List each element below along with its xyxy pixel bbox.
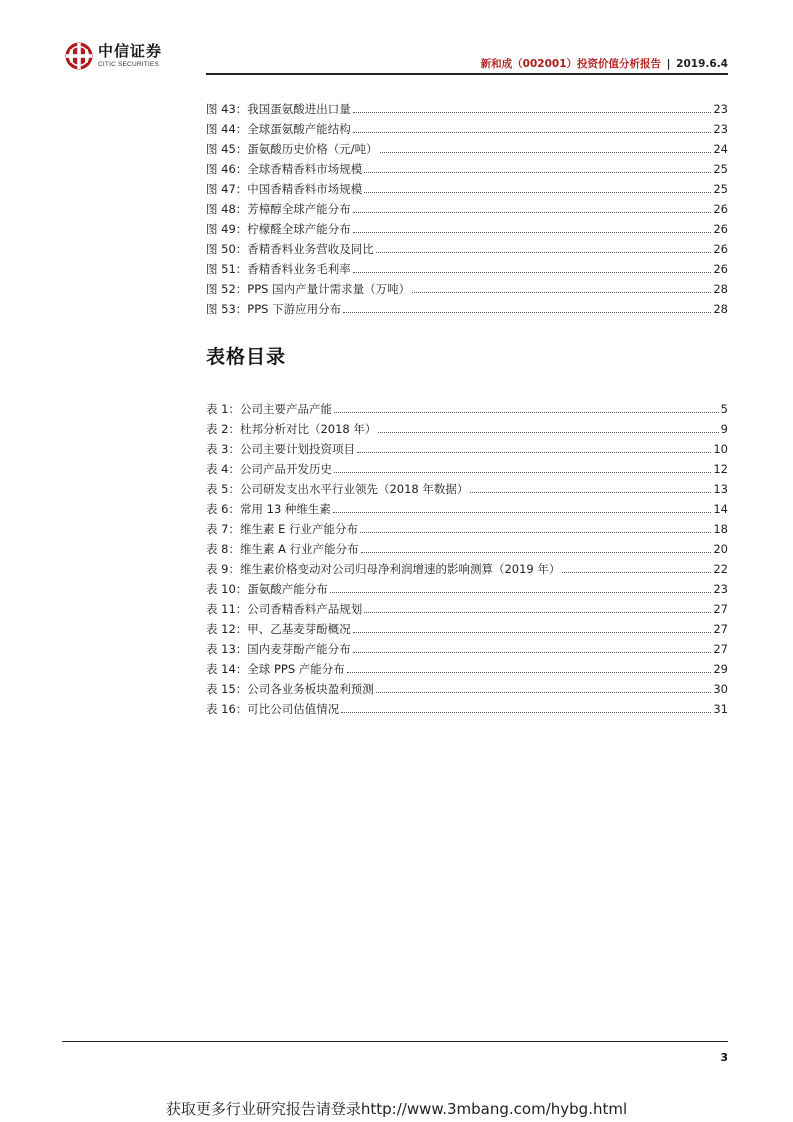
toc-entry-page: 26	[713, 242, 728, 256]
toc-entry-label: 图 51：香精香料业务毛利率	[206, 262, 351, 276]
toc-entry-page: 26	[713, 202, 728, 216]
toc-entry-page: 25	[713, 182, 728, 196]
toc-entry-label: 表 16：可比公司估值情况	[206, 702, 340, 716]
toc-entry-page: 23	[713, 582, 728, 596]
toc-dot-leader	[364, 192, 711, 193]
toc-entry-page: 28	[713, 282, 728, 296]
toc-entry-table[interactable]	[206, 676, 728, 696]
toc-entry-label: 图 45：蛋氨酸历史价格（元/吨）	[206, 142, 378, 156]
toc-entry-table[interactable]	[206, 596, 728, 616]
toc-dot-leader	[353, 272, 712, 273]
toc-dot-leader	[364, 612, 711, 613]
toc-entry-figure[interactable]	[206, 196, 728, 216]
citic-logo	[64, 40, 162, 72]
toc-entry-page: 5	[720, 402, 728, 416]
toc-entry-page: 9	[720, 422, 728, 436]
toc-entry-page: 29	[713, 662, 728, 676]
toc-entry-label: 表 8：维生素 A 行业产能分布	[206, 542, 359, 556]
toc-entry-page: 30	[713, 682, 728, 696]
footer-divider	[62, 1041, 728, 1042]
toc-dot-leader	[412, 292, 711, 293]
toc-entry-table[interactable]	[206, 636, 728, 656]
toc-entry-table[interactable]	[206, 476, 728, 496]
toc-entry-page: 25	[713, 162, 728, 176]
toc-entry-label: 表 5：公司研发支出水平行业领先（2018 年数据）	[206, 482, 469, 496]
toc-dot-leader	[361, 552, 712, 553]
toc-entry-label: 图 47：中国香精香料市场规模	[206, 182, 363, 196]
toc-entry-table[interactable]	[206, 556, 728, 576]
logo-name-en: CITIC SECURITIES	[98, 60, 159, 68]
toc-dot-leader	[378, 432, 718, 433]
toc-entry-label: 表 12：甲、乙基麦芽酚概况	[206, 622, 351, 636]
toc-entry-page: 12	[713, 462, 728, 476]
toc-entry-table[interactable]	[206, 656, 728, 676]
toc-entry-page: 24	[713, 142, 728, 156]
toc-entry-table[interactable]	[206, 416, 728, 436]
toc-dot-leader	[353, 232, 712, 233]
header-separator: |	[666, 58, 671, 70]
toc-entry-label: 表 14：全球 PPS 产能分布	[206, 662, 345, 676]
toc-entry-figure[interactable]	[206, 176, 728, 196]
report-date: 2019.6.4	[676, 58, 728, 70]
page-header	[62, 40, 728, 76]
toc-entry-figure[interactable]	[206, 156, 728, 176]
toc-entry-page: 22	[713, 562, 728, 576]
toc-entry-label: 表 9：维生素价格变动对公司归母净利润增速的影响测算（2019 年）	[206, 562, 561, 576]
toc-entry-label: 表 4：公司产品开发历史	[206, 462, 332, 476]
toc-entry-page: 13	[713, 482, 728, 496]
toc-entry-label: 表 7：维生素 E 行业产能分布	[206, 522, 359, 536]
toc-entry-page: 26	[713, 262, 728, 276]
logo-text	[98, 41, 163, 69]
toc-entry-label: 表 15：公司各业务板块盈利预测	[206, 682, 374, 696]
toc-dot-leader	[333, 512, 711, 513]
toc-entry-label: 图 44：全球蛋氨酸产能结构	[206, 122, 351, 136]
toc-entry-label: 表 2：杜邦分析对比（2018 年）	[206, 422, 377, 436]
toc-entry-page: 31	[713, 702, 728, 716]
toc-dot-leader	[357, 452, 711, 453]
toc-entry-label: 图 52：PPS 国内产量计需求量（万吨）	[206, 282, 411, 296]
toc-entry-label: 表 11：公司香精香料产品规划	[206, 602, 363, 616]
toc-dot-leader	[353, 112, 712, 113]
toc-dot-leader	[360, 532, 711, 533]
toc-entry-figure[interactable]	[206, 296, 728, 316]
toc-entry-page: 23	[713, 122, 728, 136]
tables-toc-heading: 表格目录	[206, 346, 287, 368]
toc-dot-leader	[470, 492, 711, 493]
toc-entry-label: 表 1：公司主要产品产能	[206, 402, 332, 416]
toc-dot-leader	[353, 132, 712, 133]
toc-entry-label: 表 3：公司主要计划投资项目	[206, 442, 355, 456]
toc-entry-label: 表 6：常用 13 种维生素	[206, 502, 331, 516]
toc-entry-page: 14	[713, 502, 728, 516]
toc-entry-table[interactable]	[206, 456, 728, 476]
toc-dot-leader	[353, 632, 712, 633]
toc-entry-label: 图 48：芳樟醇全球产能分布	[206, 202, 351, 216]
toc-dot-leader	[364, 172, 711, 173]
toc-entry-figure[interactable]	[206, 276, 728, 296]
toc-dot-leader	[334, 472, 711, 473]
toc-entry-table[interactable]	[206, 536, 728, 556]
toc-entry-label: 图 43：我国蛋氨酸进出口量	[206, 102, 351, 116]
toc-entry-label: 图 50：香精香料业务营收及同比	[206, 242, 374, 256]
toc-entry-table[interactable]	[206, 576, 728, 596]
toc-dot-leader	[562, 572, 711, 573]
toc-entry-page: 26	[713, 222, 728, 236]
report-header-title	[481, 56, 728, 71]
toc-dot-leader	[347, 672, 712, 673]
toc-entry-table[interactable]	[206, 696, 728, 716]
toc-entry-figure[interactable]	[206, 116, 728, 136]
toc-entry-page: 28	[713, 302, 728, 316]
toc-entry-figure[interactable]	[206, 216, 728, 236]
toc-entry-page: 23	[713, 102, 728, 116]
toc-dot-leader	[353, 652, 712, 653]
toc-entry-table[interactable]	[206, 496, 728, 516]
toc-dot-leader	[330, 592, 712, 593]
toc-entry-page: 27	[713, 602, 728, 616]
toc-entry-label: 图 49：柠檬醛全球产能分布	[206, 222, 351, 236]
toc-entry-label: 表 13：国内麦芽酚产能分布	[206, 642, 351, 656]
toc-dot-leader	[353, 212, 712, 213]
toc-entry-page: 20	[713, 542, 728, 556]
toc-entry-label: 表 10：蛋氨酸产能分布	[206, 582, 328, 596]
report-title: 新和成（002001）投资价值分析报告	[480, 58, 662, 70]
logo-name-cn: 中信证券	[98, 41, 163, 60]
toc-entry-table[interactable]	[206, 436, 728, 456]
citic-logo-icon	[64, 41, 94, 71]
toc-entry-label: 图 53：PPS 下游应用分布	[206, 302, 342, 316]
page-number: 3	[720, 1051, 728, 1064]
toc-entry-figure[interactable]	[206, 96, 728, 116]
toc-entry-page: 27	[713, 622, 728, 636]
toc-entry-figure[interactable]	[206, 236, 728, 256]
toc-entry-table[interactable]	[206, 516, 728, 536]
toc-entry-figure[interactable]	[206, 136, 728, 156]
toc-entry-table[interactable]	[206, 396, 728, 416]
toc-entry-page: 27	[713, 642, 728, 656]
toc-dot-leader	[341, 712, 711, 713]
header-divider	[206, 73, 728, 75]
toc-dot-leader	[376, 692, 712, 693]
toc-entry-label: 图 46：全球香精香料市场规模	[206, 162, 363, 176]
toc-entry-page: 10	[713, 442, 728, 456]
toc-dot-leader	[376, 252, 712, 253]
promo-link-text[interactable]: 获取更多行业研究报告请登录http://www.3mbang.com/hybg.html	[165, 1100, 628, 1118]
figure-toc-list	[206, 96, 728, 316]
toc-dot-leader	[380, 152, 712, 153]
toc-entry-page: 18	[713, 522, 728, 536]
toc-dot-leader	[343, 312, 711, 313]
toc-dot-leader	[334, 412, 719, 413]
toc-entry-table[interactable]	[206, 616, 728, 636]
table-toc-list	[206, 396, 728, 716]
toc-entry-figure[interactable]	[206, 256, 728, 276]
